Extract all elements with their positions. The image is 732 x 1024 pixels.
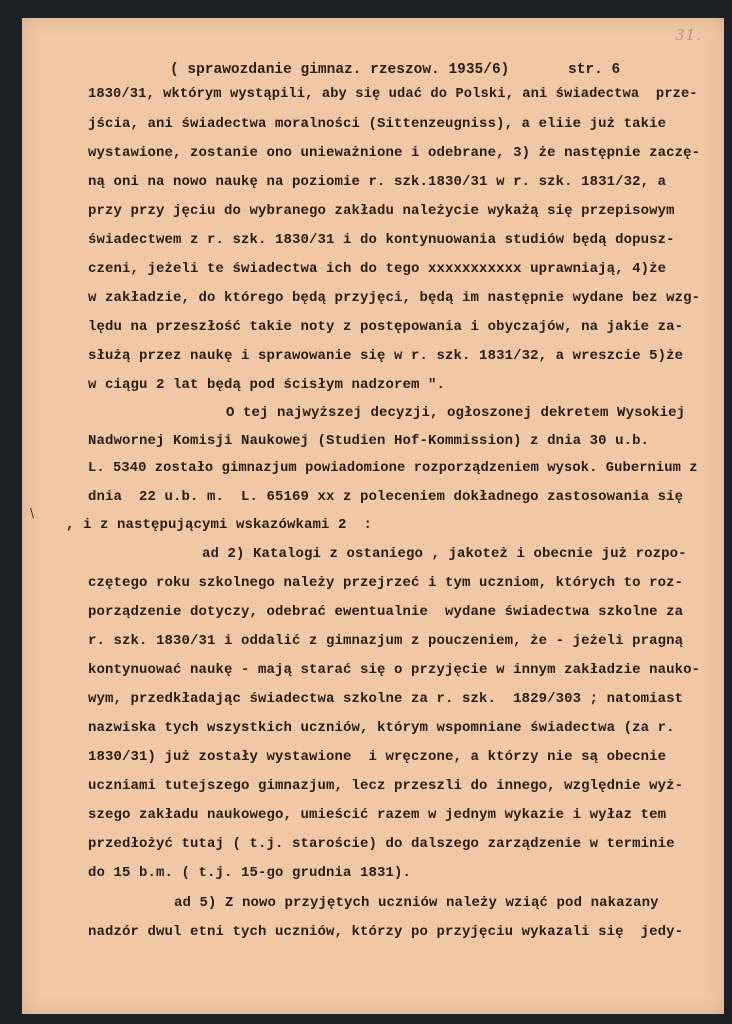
text-line: uczniami tutejszego gimnazjum, lecz przeszli do innego, względnie wyż-	[88, 778, 684, 794]
text-line: ną oni na nowo naukę na poziomie r. szk.1830/31 w r. szk. 1831/32, a	[88, 174, 667, 190]
text-line: r. szk. 1830/31 i oddalić z gimnazjum z pouczeniem, że - jeżeli pragną	[88, 633, 684, 649]
text-line: nadzór dwul etni tych uczniów, którzy po przyjęciu wykazali się jedy-	[88, 924, 684, 940]
text-line: jścia, ani świadectwa moralności (Sittenzeugniss), a eliie już takie	[88, 116, 667, 132]
text-line: służą przez naukę i sprawowanie się w r. szk. 1831/32, a wreszcie 5)że	[88, 348, 684, 364]
text-line: wystawione, zostanie ono unieważnione i odebrane, 3) że następnie zaczę-	[88, 145, 701, 161]
ink-smudge: \	[30, 506, 35, 520]
archive-page-number: 31.	[675, 26, 702, 44]
document-page	[22, 18, 724, 1014]
text-line: nazwiska tych wszystkich uczniów, którym wspomniane świadectwa (za r.	[88, 720, 675, 736]
text-line: w ciągu 2 lat będą pod ścisłym nadzorem ".	[88, 377, 446, 393]
text-line: przy przy jęciu do wybranego zakładu należycie wykażą się przepisowym	[88, 203, 675, 219]
header-page-label: str. 6	[568, 62, 621, 78]
text-line: kontynuować naukę - mają starać się o przyjęcie w innym zakładzie nauko-	[88, 662, 701, 678]
text-line: Nadwornej Komisji Naukowej (Studien Hof-Kommission) z dnia 30 u.b.	[88, 433, 650, 449]
document-body	[22, 18, 724, 1014]
text-line: ad 5) Z nowo przyjętych uczniów należy wziąć pod nakazany	[174, 895, 659, 911]
text-line: porządzenie dotyczy, odebrać ewentualnie wydane świadectwa szkolne za	[88, 604, 684, 620]
text-line: 1830/31, wktórym wystąpili, aby się udać do Polski, ani świadectwa prze-	[88, 87, 698, 102]
text-line: szego zakładu naukowego, umieścić razem w jednym wykazie i wyłaz tem	[88, 807, 667, 823]
text-line: O tej najwyższej decyzji, ogłoszonej dekretem Wysokiej	[226, 405, 686, 421]
text-line: 1830/31) już zostały wystawione i wręczone, a którzy nie są obecnie	[88, 749, 667, 765]
text-line: do 15 b.m. ( t.j. 15-go grudnia 1831).	[88, 865, 412, 881]
text-line: dnia 22 u.b. m. L. 65169 xx z poleceniem dokładnego zastosowania się	[88, 489, 684, 505]
text-line: , i z następującymi wskazówkami 2 :	[66, 517, 373, 533]
text-line: wym, przedkładając świadectwa szkolne za r. szk. 1829/303 ; natomiast	[88, 691, 684, 707]
header-title: ( sprawozdanie gimnaz. rzeszow. 1935/6)	[170, 62, 510, 78]
text-line: świadectwem z r. szk. 1830/31 i do kontynuowania studiów będą dopusz-	[88, 232, 675, 248]
text-line: czeni, jeżeli te świadectwa ich do tego xxxxxxxxxxx uprawniają, 4)że	[88, 261, 667, 277]
text-line: przedłożyć tutaj ( t.j. staroście) do dalszego zarządzenie w terminie	[88, 836, 675, 852]
text-line: L. 5340 zostało gimnazjum powiadomione rozporządzeniem wysok. Gubernium z	[88, 461, 698, 476]
text-line: czętego roku szkolnego należy przejrzeć i tym uczniom, których to roz-	[88, 575, 684, 591]
text-line: lędu na przeszłość takie noty z postępowania i obyczajów, na jakie za-	[88, 319, 684, 335]
text-line: ad 2) Katalogi z ostaniego , jakoteż i obecnie już rozpo-	[202, 546, 687, 562]
text-line: w zakładzie, do którego będą przyjęci, będą im następnie wydane bez wzg-	[88, 290, 701, 306]
